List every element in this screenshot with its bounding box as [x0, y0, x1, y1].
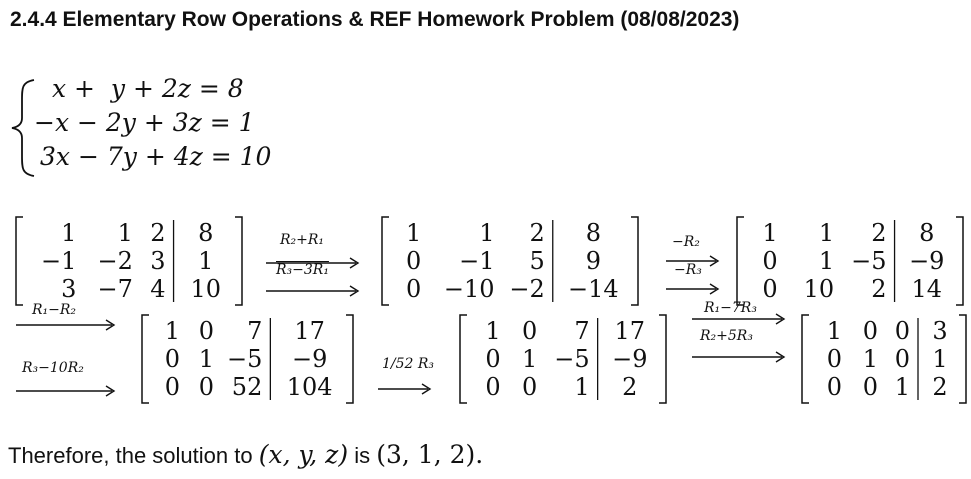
matrix-cell: 8: [198, 219, 214, 247]
matrix-cell: 0: [762, 247, 778, 275]
right-arrow-icon: [14, 318, 120, 332]
matrix-cell: 0: [521, 317, 538, 345]
left-bracket-icon: [802, 315, 809, 403]
matrix-cell: 2: [622, 373, 638, 401]
matrix-cell: 5: [529, 247, 545, 275]
right-bracket-icon: [959, 315, 966, 403]
matrix-cell: 0: [521, 373, 538, 401]
operation-label: R₃−10R₂: [22, 360, 84, 376]
matrix-cell: 2: [529, 219, 545, 247]
page-title: 2.4.4 Elementary Row Operations & REF Homework Problem (08/08/2023): [10, 8, 740, 31]
right-arrow-icon: [264, 256, 364, 270]
matrix-cell: −5: [554, 345, 590, 373]
matrix-cell: 0: [164, 345, 180, 373]
matrix-cell: 0: [894, 317, 910, 345]
matrix-cell: 10: [190, 275, 222, 303]
right-bracket-icon: [956, 217, 963, 305]
matrix-cell: 3: [150, 247, 166, 275]
left-bracket-icon: [142, 315, 149, 403]
right-arrow-icon: [264, 284, 364, 298]
matrix-cell: 7: [574, 317, 590, 345]
right-bracket-icon: [235, 217, 242, 305]
operation-label: R₃−3R₁: [276, 262, 329, 278]
matrix-cell: −9: [909, 247, 945, 275]
matrix-cell: 2: [871, 275, 887, 303]
matrix-cell: 1: [485, 317, 501, 345]
matrix-cell: −10: [443, 275, 495, 303]
conclusion-connector: is: [354, 443, 371, 468]
operation-label: −R₂: [672, 234, 700, 250]
matrix-cell: 0: [894, 345, 910, 373]
matrix-cell: 0: [826, 345, 842, 373]
matrix-cell: 1: [61, 219, 77, 247]
right-bracket-icon: [631, 217, 638, 305]
operation-label: R₁−R₂: [32, 302, 77, 318]
matrix-cell: 0: [762, 275, 778, 303]
right-arrow-icon: [664, 282, 724, 296]
matrix-cell: 1: [198, 247, 214, 275]
matrix-cell: 0: [862, 317, 878, 345]
matrix-cell: −2: [509, 275, 545, 303]
matrix-cell: 1: [405, 219, 422, 247]
left-bracket-icon: [16, 217, 23, 305]
conclusion-text: Therefore, the solution to: [8, 443, 253, 468]
matrix-cell: 4: [150, 275, 166, 303]
matrix-cell: 0: [862, 373, 878, 401]
operation-label: 1/52 R₃: [382, 356, 435, 372]
right-arrow-icon: [690, 350, 790, 364]
matrix-cell: 0: [198, 317, 214, 345]
equation-2: −x − 2y + 3z = 1: [34, 108, 255, 137]
matrix-cell: −1: [41, 247, 77, 275]
augmented-matrix-4: [140, 314, 355, 404]
operation-label: R₂+5R₃: [700, 328, 753, 344]
right-arrow-icon: [664, 254, 724, 268]
augmented-matrix-2: [380, 216, 640, 306]
matrix-cell: 9: [585, 247, 601, 275]
operation-label: −R₃: [674, 262, 702, 278]
matrix-cell: 52: [231, 373, 263, 401]
left-bracket-icon: [382, 217, 389, 305]
augmented-matrix-5: [458, 314, 668, 404]
matrix-cell: 0: [485, 345, 501, 373]
matrix-cell: 3: [932, 317, 948, 345]
matrix-cell: 0: [405, 275, 422, 303]
matrix-cell: 1: [762, 219, 778, 247]
matrix-cell: 1: [117, 219, 133, 247]
matrix-cell: −1: [459, 247, 495, 275]
matrix-cell: 1: [164, 317, 180, 345]
matrix-cell: −5: [226, 345, 263, 373]
matrix-cell: 0: [405, 247, 422, 275]
matrix-cell: 1: [862, 345, 878, 373]
operation-label: R₂+R₁: [280, 232, 325, 248]
equation-1: x + y + 2z = 8: [52, 74, 244, 103]
matrix-cell: 17: [614, 317, 646, 345]
matrix-cell: −9: [612, 345, 648, 373]
matrix-cell: 1: [818, 219, 835, 247]
matrix-cell: 2: [871, 219, 887, 247]
matrix-cell: 17: [294, 317, 325, 345]
right-arrow-icon: [14, 384, 120, 398]
matrix-cell: −9: [291, 345, 328, 373]
augmented-matrix-3: [735, 216, 965, 306]
matrix-cell: 10: [803, 275, 835, 303]
matrix-cell: 1: [894, 373, 910, 401]
matrix-cell: 1: [826, 317, 842, 345]
matrix-cell: 3: [61, 275, 77, 303]
left-bracket-icon: [460, 315, 467, 403]
matrix-cell: 2: [150, 219, 166, 247]
matrix-cell: 0: [826, 373, 842, 401]
conclusion-sentence: [8, 440, 483, 469]
matrix-cell: 1: [198, 345, 214, 373]
solution-tuple: (3, 1, 2).: [376, 440, 484, 469]
matrix-cell: −7: [97, 275, 133, 303]
matrix-cell: −5: [851, 247, 887, 275]
augmented-matrix-6: [800, 314, 968, 404]
matrix-cell: 8: [919, 219, 935, 247]
left-bracket-icon: [737, 217, 744, 305]
matrix-cell: 1: [479, 219, 495, 247]
matrix-cell: 0: [198, 373, 214, 401]
matrix-cell: 1: [574, 373, 590, 401]
variables-tuple: (x, y, z): [258, 440, 349, 469]
right-bracket-icon: [346, 315, 353, 403]
matrix-cell: 1: [932, 345, 948, 373]
right-arrow-icon: [690, 312, 790, 326]
matrix-cell: 7: [247, 317, 263, 345]
matrix-cell: 104: [286, 373, 333, 401]
matrix-cell: 1: [521, 345, 538, 373]
equation-3: 3x − 7y + 4z = 10: [40, 142, 272, 171]
right-arrow-icon: [376, 382, 436, 396]
matrix-cell: 0: [164, 373, 180, 401]
operation-label: R₁−7R₃: [704, 300, 757, 316]
matrix-cell: 0: [485, 373, 501, 401]
matrix-cell: 1: [818, 247, 835, 275]
matrix-cell: 2: [932, 373, 948, 401]
matrix-cell: −14: [568, 275, 619, 303]
matrix-cell: 8: [585, 219, 601, 247]
matrix-cell: 14: [911, 275, 943, 303]
matrix-cell: −2: [97, 247, 133, 275]
right-bracket-icon: [659, 315, 666, 403]
augmented-matrix-1: [14, 216, 244, 306]
